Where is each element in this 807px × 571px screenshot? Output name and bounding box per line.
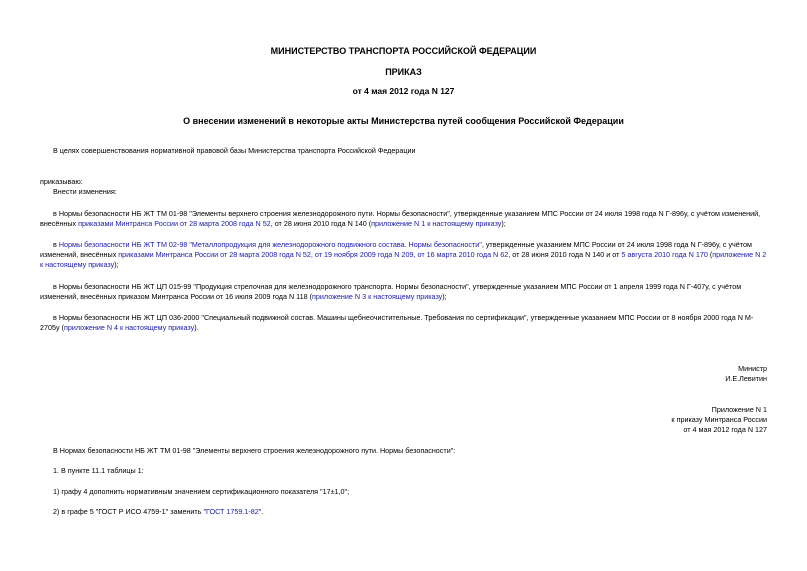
text: ". (258, 507, 264, 516)
appendix-label: Приложение N 1 (711, 405, 767, 414)
link-order-62[interactable]: , от 16 марта 2010 года N 62 (413, 250, 509, 259)
appendix-ref-1: к приказу Минтранса России (671, 415, 767, 424)
amendment-item-2 (40, 240, 767, 270)
text: , утвержденные указанием МПС России от 24 июля 1998 года N Г-896у, с учётом (481, 240, 752, 249)
signature-position: Министр (738, 364, 767, 373)
date-number-heading: от 4 мая 2012 года N 127 (352, 86, 455, 96)
link-appendix-2-cont[interactable]: к настоящему приказу (40, 260, 115, 269)
link-order-209[interactable]: , от 19 ноября 2009 года N 209 (310, 250, 414, 259)
document-title: О внесении изменений в некоторые акты Министерства путей сообщения Российской Федерации (183, 116, 624, 126)
text: изменений, внесённых приказом Минтранса России от 16 июля 2009 года N 118 ( (40, 292, 313, 301)
text: , от 28 июня 2010 года N 140 ( (270, 219, 372, 228)
item4-line2 (40, 323, 760, 333)
appendix-point-1-1: 1) графу 4 дополнить нормативным значением сертификационного показателя "17±1,0"; (53, 487, 350, 496)
text: 2705у ( (40, 323, 64, 332)
text: ); (442, 292, 447, 301)
item1-line2 (40, 219, 760, 229)
text: изменений, внесённых (40, 250, 119, 259)
link-orders-2008[interactable]: приказами Минтранса России от 28 марта 2008 года N 52 (118, 250, 311, 259)
link-order-170[interactable]: 5 августа 2010 года N 170 (621, 250, 708, 259)
item1-line1: в Нормы безопасности НБ ЖТ ТМ 01-98 "Элементы верхнего строения железнодорожного пути. Нормы безопасности", утвержденные указанием МПС России от 24 июля 1998 года N Г-896у, с учётом изменений, (53, 209, 761, 218)
text: внесённых (40, 219, 79, 228)
amendment-item-1 (40, 209, 760, 229)
text: в (53, 240, 59, 249)
item3-line2 (40, 292, 760, 302)
text: ). (194, 323, 199, 332)
link-appendix-1[interactable]: приложение N 1 к настоящему приказу (371, 219, 502, 228)
item2-line2 (40, 250, 767, 260)
item2-line1 (40, 240, 760, 250)
amendment-item-3 (40, 282, 760, 302)
text: ); (114, 260, 119, 269)
link-appendix-3[interactable]: приложение N 3 к настоящему приказу (312, 292, 443, 301)
item3-line1: в Нормы безопасности НБ ЖТ ЦП 015-99 "Продукция стрелочная для железнодорожного транспорта. Нормы безопасности", утвержденные указанием МПС России от 1 апреля 1999 года N Г-407у, с учётом (53, 282, 742, 291)
appendix-intro: В Нормах безопасности НБ ЖТ ТМ 01-98 "Элементы верхнего строения железнодорожного пути. Нормы безопасности": (53, 446, 456, 455)
preamble: В целях совершенствования нормативной правовой базы Министерства транспорта Российской Федерации (53, 146, 416, 155)
text: , от 28 июня 2010 года N 140 и от (508, 250, 622, 259)
text: 2) в графе 5 "ГОСТ Р ИСО 4759-1" заменить " (53, 507, 206, 516)
signature-name: И.Е.Левитин (725, 374, 767, 383)
link-nb-tm-02-98[interactable]: Нормы безопасности НБ ЖТ ТМ 02-98 "Металлопродукция для железнодорожного подвижного состава. Нормы безопасности" (58, 240, 482, 249)
appendix-point-1: 1. В пункте 11.1 таблицы 1: (53, 466, 144, 475)
link-orders-2008[interactable]: приказами Минтранса России от 28 марта 2008 года N 52 (78, 219, 271, 228)
text: ); (501, 219, 506, 228)
order-word: приказываю: (40, 177, 83, 186)
amendment-item-4 (40, 313, 760, 333)
item2-line3 (40, 260, 760, 270)
link-gost-1759[interactable]: ГОСТ 1759.1-82 (206, 507, 259, 516)
ministry-heading: МИНИСТЕРСТВО ТРАНСПОРТА РОССИЙСКОЙ ФЕДЕРАЦИИ (270, 46, 537, 56)
doc-type-heading: ПРИКАЗ (385, 67, 422, 77)
link-appendix-4[interactable]: приложение N 4 к настоящему приказу (63, 323, 195, 332)
link-appendix-2[interactable]: приложение N 2 (712, 250, 767, 259)
text: ( (707, 250, 713, 259)
amend-intro: Внести изменения: (53, 187, 117, 196)
appendix-ref-2: от 4 мая 2012 года N 127 (683, 425, 767, 434)
appendix-point-1-2 (53, 507, 771, 517)
item4-line1: в Нормы безопасности НБ ЖТ ЦП 036-2000 "Специальный подвижной состав. Машины щебнеочистительные. Требования по сертификации", утвержденные указанием МПС России от 8 ноября 2000 года N М- (53, 313, 754, 322)
